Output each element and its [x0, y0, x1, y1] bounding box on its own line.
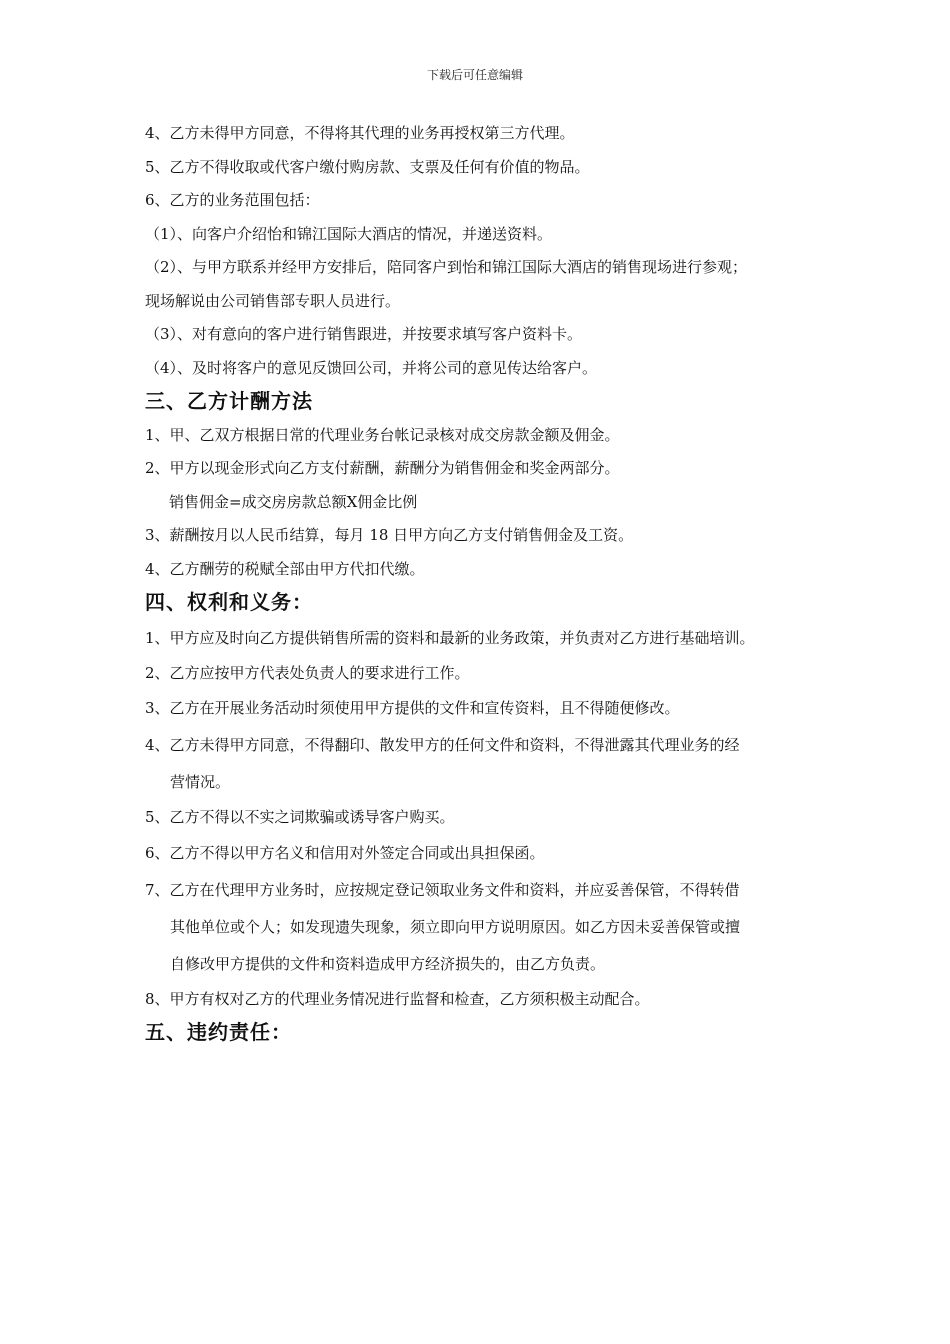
section-4-item-4-cont: 营情况。 — [170, 773, 231, 791]
scope-item-2: （2）、与甲方联系并经甲方安排后，陪同客户到怡和锦江国际大酒店的销售现场进行参观； — [145, 258, 748, 276]
section-4-item-7-cont-2: 自修改甲方提供的文件和资料造成甲方经济损失的，由乙方负责。 — [170, 954, 606, 973]
section-4-item-1: 1、甲方应及时向乙方提供销售所需的资料和最新的业务政策，并负责对乙方进行基础培训。 — [145, 628, 755, 647]
section-4-title: 四、权利和义务： — [145, 590, 313, 614]
section-4-item-7-cont-1: 其他单位或个人；如发现遗失现象，须立即向甲方说明原因。如乙方因未妥善保管或擅 — [170, 917, 741, 936]
clause-6: 6、乙方的业务范围包括： — [145, 191, 320, 209]
section-3-item-1: 1、甲、乙双方根据日常的代理业务台帐记录核对成交房款金额及佣金。 — [145, 425, 620, 444]
commission-formula: 销售佣金=成交房房款总额Ⅹ佣金比例 — [169, 492, 418, 511]
scope-item-3: （3）、对有意向的客户进行销售跟进，并按要求填写客户资料卡。 — [145, 325, 583, 343]
section-3-item-2: 2、甲方以现金形式向乙方支付薪酬，薪酬分为销售佣金和奖金两部分。 — [145, 459, 620, 477]
section-4-item-6: 6、乙方不得以甲方名义和信用对外签定合同或出具担保函。 — [145, 843, 545, 862]
section-4-item-2: 2、乙方应按甲方代表处负责人的要求进行工作。 — [145, 663, 470, 682]
scope-item-2-cont: 现场解说由公司销售部专职人员进行。 — [145, 291, 401, 310]
page-header: 下载后可任意编辑 — [426, 68, 523, 82]
section-3-item-4: 4、乙方酬劳的税赋全部由甲方代扣代缴。 — [145, 559, 425, 578]
scope-item-4: （4）、及时将客户的意见反馈回公司，并将公司的意见传达给客户。 — [145, 358, 598, 377]
section-4-item-3: 3、乙方在开展业务活动时须使用甲方提供的文件和宣传资料，且不得随便修改。 — [145, 699, 680, 717]
section-4-item-8: 8、甲方有权对乙方的代理业务情况进行监督和检查，乙方须积极主动配合。 — [145, 989, 650, 1008]
section-4-item-5: 5、乙方不得以不实之词欺骗或诱导客户购买。 — [145, 808, 455, 826]
section-3-title: 三、乙方计酬方法 — [145, 389, 313, 413]
section-3-item-3: 3、薪酬按月以人民币结算，每月 18 日甲方向乙方支付销售佣金及工资。 — [145, 526, 634, 544]
scope-item-1: （1）、向客户介绍怡和锦江国际大酒店的情况，并递送资料。 — [145, 224, 553, 243]
section-4-item-7: 7、乙方在代理甲方业务时，应按规定登记领取业务文件和资料，并应妥善保管，不得转借 — [145, 880, 740, 899]
clause-5: 5、乙方不得收取或代客户缴付购房款、支票及任何有价值的物品。 — [145, 157, 590, 176]
section-5-title: 五、违约责任： — [145, 1020, 292, 1044]
section-4-item-4: 4、乙方未得甲方同意，不得翻印、散发甲方的任何文件和资料，不得泄露其代理业务的经 — [145, 736, 740, 754]
clause-4: 4、乙方未得甲方同意，不得将其代理的业务再授权第三方代理。 — [145, 124, 575, 142]
document-body — [145, 117, 845, 1050]
